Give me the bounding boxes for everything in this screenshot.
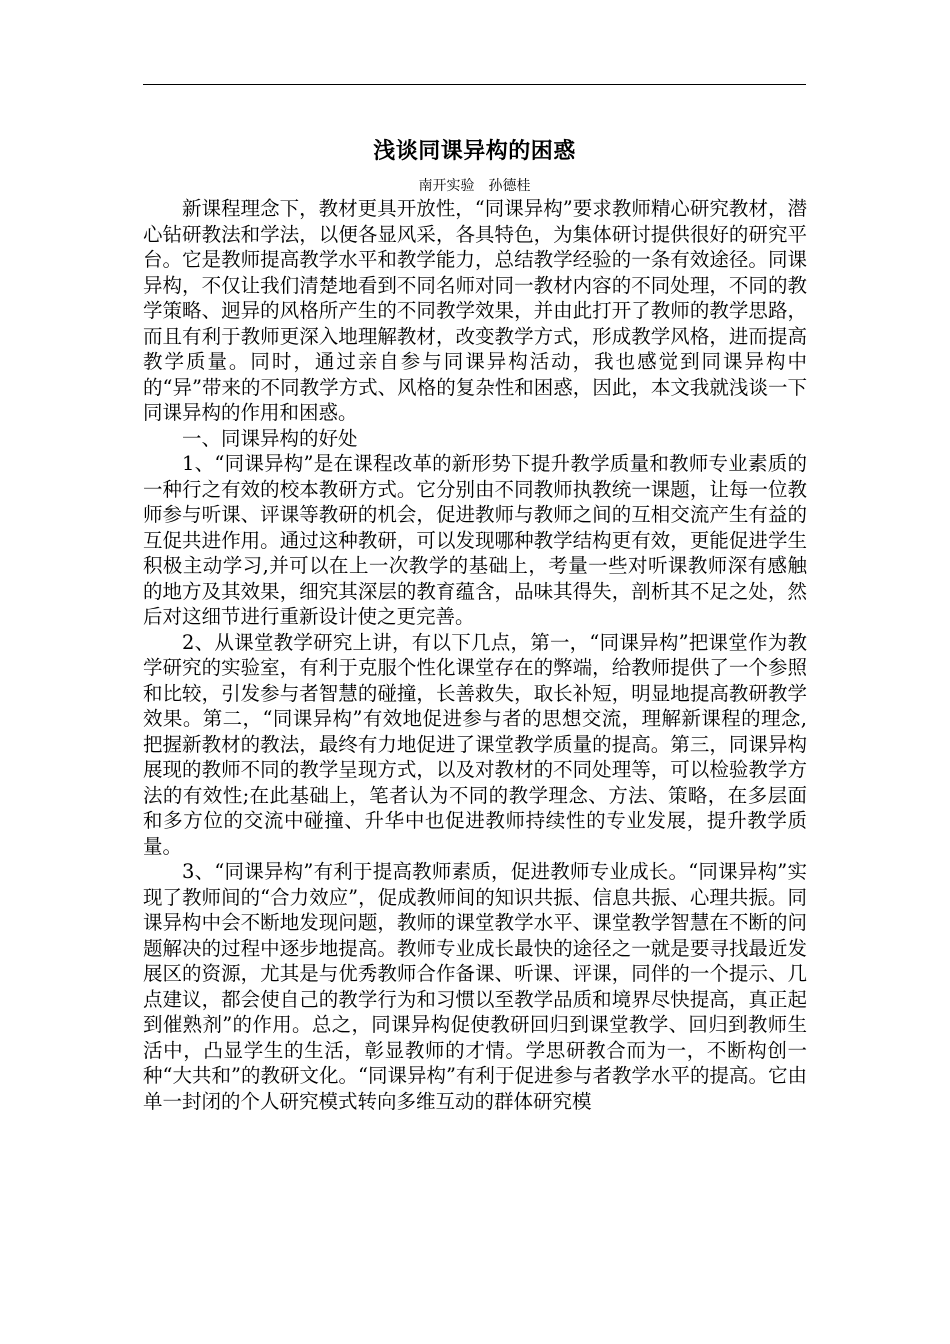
paragraph-intro: 新课程理念下，教材更具开放性，“同课异构”要求教师精心研究教材，潜心钻研教法和学法，以便各显风采，各具特色，为集体研讨提供很好的研究平台。它是教师提高教学水平和教学能力，总结教学经验的一条有效途径。同课异构，不仅让我们清楚地看到不同名师对同一教材内容的不同处理，不同的教学策略、迥异的风格所产生的不同教学效果，并由此打开了教师的教学思路，而且有利于教师更深入地理解教材，改变教学方式，形成教学风格，进而提高教学质量。同时，通过亲自参与同课异构活动，我也感觉到同课异构中的“异”带来的不同教学方式、风格的复杂性和困惑，因此，本文我就浅谈一下同课异构的作用和困惑。 [143,197,807,424]
document-author: 南开实验 孙德桂 [418,178,531,194]
paragraph-point-1: 1、“同课异构”是在课程改革的新形势下提升教学质量和教师专业素质的一种行之有效的校本教研方式。它分别由不同教师执教统一课题，让每一位教师参与听课、评课等教研的机会，促进教师与教师之间的互相交流产生有益的互促共进作用。通过这种教研，可以发现哪种教学结构更有效，更能促进学生积极主动学习,并可以在上一次教学的基础上，考量一些对听课教师深有感触的地方及其效果，细究其深层的教育蕴含，品味其得失，剖析其不足之处，然后对这细节进行重新设计使之更完善。 [143,452,807,628]
paragraph-point-3: 3、“同课异构”有利于提高教师素质，促进教师专业成长。“同课异构”实现了教师间的“合力效应”，促成教师间的知识共振、信息共振、心理共振。同课异构中会不断地发现问题，教师的课堂教学水平、课堂教学智慧在不断的问题解决的过程中逐步地提高。教师专业成长最快的途径之一就是要寻找最近发展区的资源，尤其是与优秀教师合作备课、听课、评课，同伴的一个提示、几点建议，都会使自己的教学行为和习惯以至教学品质和境界尽快提高，真正起到催熟剂”的作用。总之，同课异构促使教研回归到课堂教学、回归到教师生活中，凸显学生的生活，彰显教师的才情。学思研教合而为一，不断构创一种“大共和”的教研文化。“同课异构”有利于促进参与者教学水平的提高。它由单一封闭的个人研究模式转向多维互动的群体研究模 [143,860,807,1113]
document-title: 浅谈同课异构的困惑 [373,138,576,164]
header-rule [143,84,806,85]
document-body [143,196,807,1114]
section-heading-benefits: 一、同课异构的好处 [182,426,358,450]
paragraph-point-2: 2、从课堂教学研究上讲，有以下几点，第一，“同课异构”把课堂作为教学研究的实验室，有利于克服个性化课堂存在的弊端，给教师提供了一个参照和比较，引发参与者智慧的碰撞，长善救失，取长补短，明显地提高教研教学效果。第二，“同课异构”有效地促进参与者的思想交流，理解新课程的理念,把握新教材的教法，最终有力地促进了课堂教学质量的提高。第三，同课异构展现的教师不同的教学呈现方式，以及对教材的不同处理等，可以检验教学方法的有效性;在此基础上，笔者认为不同的教学理念、方法、策略，在多层面和多方位的交流中碰撞、升华中也促进教师持续性的专业发展，提升教学质量。 [143,630,807,858]
